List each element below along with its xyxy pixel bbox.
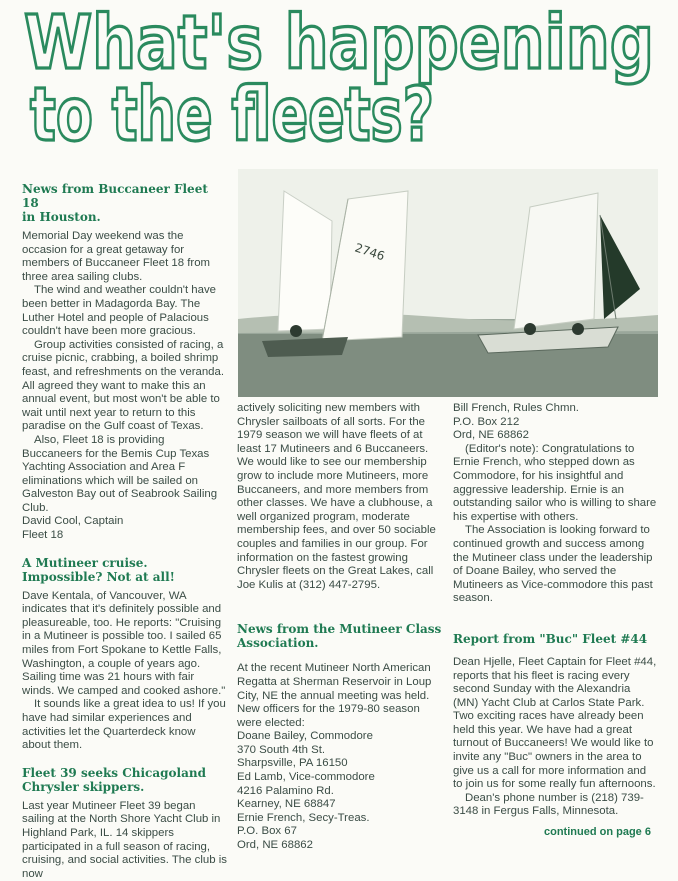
headline-line-1: What's happening	[24, 0, 654, 86]
continued-link[interactable]: continued on page 6	[544, 826, 651, 838]
article-title: Fleet 39 seeks Chicagoland Chrysler skippers.	[22, 765, 206, 794]
article-paragraph: Last year Mutineer Fleet 39 began sailing at the North Shore Yacht Club in Highland Park, IL. 14 skippers participated in a full season of racing, cruising, and social activities. The club is now	[22, 799, 227, 880]
headline-line-2: to the fleets?	[30, 72, 434, 150]
officer-line: Bill French, Rules Chmn.	[453, 402, 579, 414]
article-paragraph: At the recent Mutineer North American Regatta at Sherman Reservoir in Loup City, NE the annual meeting was held. New officers for the 1979-80 season were elected:	[237, 662, 432, 729]
article-paragraph: Dean's phone number is (218) 739-3148 in Fergus Falls, Minnesota.	[453, 791, 644, 818]
officer-line: P.O. Box 67	[237, 825, 297, 838]
officer-line: 4216 Palamino Rd.	[237, 784, 334, 797]
officer-line: Ed Lamb, Vice-commodore	[237, 771, 375, 784]
officer-line: Doane Bailey, Commodore	[237, 730, 373, 743]
column-3	[453, 402, 658, 819]
article-paragraph: The Association is looking forward to continued growth and success among the Mutineer class under the leadership of Doane Bailey, who served the Mutineers as Vice-commodore this past season.	[453, 524, 653, 605]
sailboat-photo	[238, 169, 658, 397]
column-1	[22, 182, 227, 881]
article-title: A Mutineer cruise. Impossible? Not at all!	[22, 555, 175, 584]
article-paragraph: Dave Kentala, of Vancouver, WA indicates that it's definitely possible and pleasureable, too. He reports: "Cruising in a Mutineer is possible too. I sailed 65 miles from Fort Spokane to Kettle Falls, Washington, a couple of years ago. Sailing time was 21 hours with fair winds. We camped and cooked ashore."	[22, 589, 226, 697]
officer-line: 370 South 4th St.	[237, 743, 326, 756]
article-paragraph: Dean Hjelle, Fleet Captain for Fleet #44, reports that his fleet is racing every second Sunday with the Alexandria (MN) Yacht Club at Carlos State Park. Two exciting races have already been held this year. We have had a great turnout of Buccaneers! We would like to invite any "Buc" owners in the area to give us a call for more information and to join us for some really fun afternoons.	[453, 655, 657, 791]
article-paragraph: actively soliciting new members with Chrysler sailboats of all sorts. For the 1979 season we will have fleets of at least 17 Mutineers and 6 Buccaneers. We would like to see our membership grow to include more Mutineers, more Buccaneers, and more members from other classes. We have a clubhouse, a well organized program, moderate membership fees, and over 50 sociable couples and families in our group. For information on the fastest growing Chrysler fleets on the Great Lakes, call Joe Kulis at (312) 447-2795.	[237, 402, 436, 591]
signature-fleet: Fleet 18	[22, 529, 64, 542]
article-title: Report from "Buc" Fleet #44	[453, 631, 648, 646]
article-paragraph: (Editor's note): Congratulations to Ernie French, who stepped down as Commodore, for his insightful and aggressive leadership. Ernie is an outstanding sailor who is willing to share his expertise with others.	[453, 442, 657, 523]
officer-line: Ord, NE 68862	[237, 839, 313, 852]
article-paragraph: Memorial Day weekend was the occasion for a great getaway for members of Buccaneer Fleet 18 from three area sailing clubs.	[22, 230, 211, 283]
officer-line: Ernie French, Secy-Treas.	[237, 811, 370, 824]
officer-line: Ord, NE 68862	[453, 429, 529, 442]
article-paragraph: The wind and weather couldn't have been better in Madagorda Bay. The Luther Hotel and people of Palacious couldn't have been more gracious.	[22, 284, 217, 338]
column-2	[237, 402, 443, 853]
officer-line: Kearney, NE 68847	[237, 798, 336, 811]
officer-line: P.O. Box 212	[453, 415, 520, 428]
article-paragraph: It sounds like a great idea to us! If you have had similar experiences and activities let the Quarterdeck know about them.	[22, 698, 226, 752]
article-title: News from Buccaneer Fleet 18 in Houston.	[22, 182, 208, 224]
signature-name: David Cool, Captain	[22, 515, 124, 528]
sail-number: 2746	[353, 240, 387, 264]
officer-line: Sharpsville, PA 16150	[237, 757, 348, 770]
article-paragraph: Also, Fleet 18 is providing Buccaneers for the Bemis Cup Texas Yachting Association and Area F eliminations which will be sailed on Galveston Bay out of Seabrook Sailing Club.	[22, 433, 218, 514]
article-paragraph: Group activities consisted of racing, a cruise picnic, crabbing, a boiled shrimp feast, and refreshments on the veranda. All agreed they want to make this an annual event, but most won't be able to wait until next year to return to this paradise on the Gulf coast of Texas.	[22, 338, 224, 433]
page-headline	[0, 0, 678, 150]
article-title: News from the Mutineer Class Association.	[237, 622, 442, 651]
